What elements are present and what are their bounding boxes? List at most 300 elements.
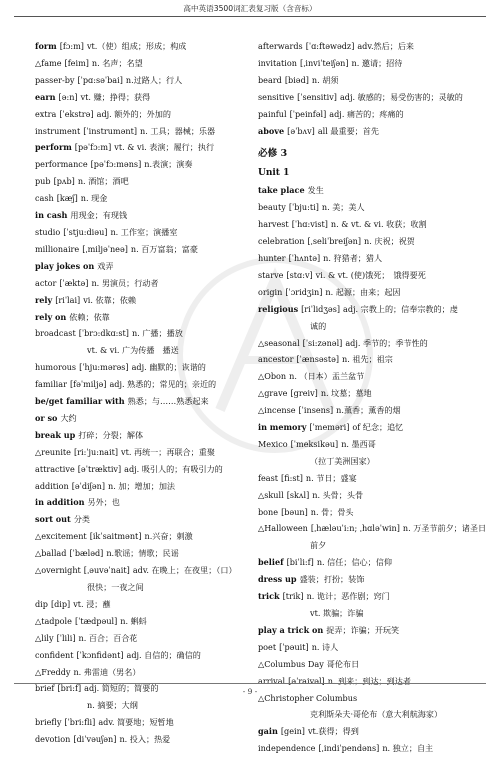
vocab-entry: [35, 89, 267, 106]
phonetic: [kæʃ]: [56, 193, 78, 204]
headword: belief: [258, 557, 284, 568]
headword: broadcast: [35, 328, 76, 339]
vocab-entry: [35, 309, 267, 326]
right-column: [258, 38, 490, 757]
unit-heading: Unit 1: [258, 168, 290, 179]
headword: or so: [35, 412, 58, 423]
headword: dress up: [258, 574, 297, 585]
definition: n. 摘要；大纲: [87, 700, 138, 711]
headword: reunite: [41, 446, 71, 457]
phonetic: [ˌhæləuˈi:n; ˌhɑləˈwin]: [310, 523, 400, 534]
definition: n. 男演员；行动者: [91, 277, 159, 288]
phonetic: [riˈlai]: [55, 294, 81, 305]
triangle-marker: △: [35, 531, 42, 542]
headword: dip: [35, 598, 48, 609]
triangle-marker: △: [35, 57, 42, 68]
definition: 克利斯朵夫·哥伦布（意大利航海家）: [310, 709, 443, 720]
headword: Mexico: [258, 438, 288, 449]
vocab-entry: [258, 267, 490, 284]
phonetic: [ikˈsaitmənt]: [89, 531, 142, 542]
vocab-entry: [258, 520, 490, 537]
definition: n. 名声；名望: [91, 57, 143, 68]
definition: vt. 浸；蘸: [73, 598, 111, 609]
phonetic: [ˈpɑ:səˈbai]: [77, 74, 123, 85]
vocab-entry: [35, 478, 267, 495]
definition: 盛装；打扮；装饰: [299, 574, 365, 585]
vocab-entry: [35, 427, 267, 444]
headword: Christopher Columbus: [264, 692, 358, 703]
phonetic: [ˈhɑ:vist]: [291, 219, 328, 230]
definition: n. 弗雷迪（男名）: [73, 666, 141, 677]
headword: celebration: [258, 236, 305, 247]
definition: n. 蝌蚪: [120, 615, 147, 626]
definition: n.兴奋；刺激: [144, 531, 193, 542]
vocab-entry: [35, 494, 267, 511]
vocab-entry: [35, 410, 267, 427]
headword: studio: [35, 226, 61, 237]
vocab-entry: [258, 55, 490, 72]
vocab-continuation: [35, 697, 267, 714]
definition: adj. 额外的；外加的: [96, 108, 171, 119]
vocab-entry: [258, 470, 490, 487]
triangle-marker: △: [35, 548, 42, 559]
vocab-entry: [35, 275, 267, 292]
definition: of 纪念；追忆: [352, 422, 404, 433]
vocab-entry: [258, 284, 490, 301]
vocab-entry: [35, 596, 267, 613]
vocab-entry: [258, 402, 490, 419]
definition: adj. 简短的；简要的: [84, 683, 159, 694]
vocab-entry: [35, 731, 267, 748]
vocab-entry: [35, 444, 267, 461]
headword: humorous: [35, 362, 77, 373]
vocab-entry: [35, 647, 267, 664]
vocab-entry: [35, 38, 267, 55]
headword: pub: [35, 176, 51, 187]
vocab-entry: [258, 656, 490, 673]
definition: n.薰香；薰香的烟: [336, 405, 401, 416]
phonetic: [ˈhju:mərəs]: [79, 362, 129, 373]
phonetic: [biˈli:f]: [286, 557, 314, 568]
headword: perform: [35, 142, 72, 153]
vocab-entry: [35, 123, 267, 140]
vocab-continuation: [258, 706, 490, 723]
definition: 前夕: [310, 540, 327, 551]
phonetic: [ˈpeinfəl]: [289, 108, 327, 119]
definition: 打碎；分裂；解体: [78, 429, 144, 440]
phonetic: [bəun]: [281, 506, 308, 517]
headword: confident: [35, 649, 74, 660]
definition: 另外；也: [87, 497, 120, 508]
definition: n. 万圣节前夕；诸圣日: [402, 523, 487, 534]
headword: in memory: [258, 422, 307, 433]
headword: play a trick on: [258, 624, 324, 635]
headword: origin: [258, 286, 283, 297]
phonetic: [ˈɔridʒin]: [285, 286, 323, 297]
definition: n. 诗人: [311, 641, 339, 652]
vocab-entry: [35, 207, 267, 224]
vocab-entry: [258, 504, 490, 521]
definition: n. 百万富翁；富豪: [130, 243, 198, 254]
vocab-entry: [258, 436, 490, 453]
vocab-entry: [35, 613, 267, 630]
definition: n. & vt. & vi. 收获；收割: [330, 219, 427, 230]
triangle-marker: △: [258, 489, 265, 500]
definition: adj. 熟悉的；常见的；亲近的: [109, 379, 217, 390]
definition: adv. 在晚上；在夜里；（口）: [132, 565, 237, 576]
header-rule: [14, 16, 486, 17]
vocab-entry: [258, 740, 490, 757]
definition: n. 现金: [80, 193, 108, 204]
headword: fame: [41, 57, 62, 68]
phonetic: [ˌinviˈteiʃən]: [299, 57, 349, 68]
vocab-entry: [35, 528, 267, 545]
vocab-entry: [35, 156, 267, 173]
vocab-entry: [35, 630, 267, 647]
phonetic: [ˈstju:diəu]: [63, 226, 108, 237]
phonetic: [diˈvəuʃən]: [73, 734, 117, 745]
headword: Freddy: [41, 666, 71, 677]
headword: lily: [41, 632, 54, 643]
phonetic: [ˌindiˈpendəns]: [318, 743, 380, 754]
definition: n. 工具；器械；乐器: [140, 125, 216, 136]
vocab-entry: [258, 588, 490, 605]
definition: n. 酒馆；酒吧: [77, 176, 129, 187]
phonetic: [ˈbæləd]: [69, 548, 104, 559]
headword: poet: [258, 641, 277, 652]
vocab-entry: [35, 325, 267, 342]
phonetic: [ˈinsens]: [298, 405, 334, 416]
vocab-entry: [35, 461, 267, 478]
vocab-entry: [258, 182, 490, 199]
vocab-entry: [258, 233, 490, 250]
vocab-continuation: [258, 318, 490, 335]
vocab-entry: [35, 292, 267, 309]
headword: arrival: [258, 675, 286, 686]
triangle-marker: △: [258, 523, 265, 534]
headword: form: [35, 41, 57, 51]
headword: religious: [258, 303, 299, 314]
phonetic: [fəˈmiljə]: [69, 379, 107, 390]
vocab-entry: [35, 359, 267, 376]
definition: vt.获得；得到: [307, 726, 359, 737]
definition: adj. 敏感的；易受伤害的；灵敏的: [339, 91, 463, 102]
triangle-marker: △: [258, 337, 265, 348]
vocab-entry: [258, 301, 490, 318]
triangle-marker: △: [35, 565, 42, 576]
vocab-entry: [258, 250, 490, 267]
definition: vi. & vt. (使)饿死； 饿得要死: [315, 269, 426, 280]
phonetic: [stɑ:v]: [286, 269, 313, 280]
definition: vt. & vi. 表演；履行；执行: [114, 142, 215, 153]
definition: n. 加；增加；加法: [108, 480, 176, 491]
vocab-entry: [258, 72, 490, 89]
vocab-continuation: [35, 579, 267, 596]
phonetic: [dip]: [50, 598, 71, 609]
definition: 哥伦布日: [326, 658, 360, 669]
vocab-entry: [35, 190, 267, 207]
definition: vt.（使）组成；形成；构成: [86, 41, 187, 51]
definition: 熟悉；与……熟悉起来: [127, 396, 209, 407]
headword: afterwards: [258, 41, 303, 51]
phonetic: [pʌb]: [53, 176, 75, 187]
vocab-entry: [35, 376, 267, 393]
definition: n. 投入；热爱: [119, 734, 171, 745]
headword: bone: [258, 506, 279, 517]
headword: actor: [35, 277, 57, 288]
vocab-entry: [258, 571, 490, 588]
phonetic: [biəd]: [284, 74, 309, 85]
headword: millionaire: [35, 243, 80, 254]
headword: attractive: [35, 463, 75, 474]
phonetic: [ˈbrɔ:dkɑ:st]: [78, 328, 129, 339]
phonetic: [ə:n]: [58, 91, 78, 102]
phonetic: [feim]: [64, 57, 89, 68]
headword: trick: [258, 591, 280, 602]
definition: 发生: [307, 185, 324, 196]
vocab-entry: [35, 545, 267, 562]
headword: grave: [264, 388, 288, 399]
vocab-continuation: [258, 453, 490, 470]
phonetic: [ˈmeksikəu]: [290, 438, 339, 449]
headword: hunter: [258, 252, 286, 263]
headword: above: [258, 125, 285, 136]
definition: 很快；一夜之间: [87, 582, 144, 592]
phonetic: [ˈænsəstə]: [296, 354, 340, 365]
vocab-continuation: [35, 342, 267, 359]
phonetic: [əˈbʌv]: [287, 125, 315, 136]
definition: n. 广播；播放: [131, 328, 183, 339]
vocab-entry: [35, 139, 267, 156]
definition: vt. 欺骗；诈骗: [310, 608, 364, 618]
definition: adj. 痛苦的；疼痛的: [329, 108, 404, 119]
phonetic: [ˌmiljəˈneə]: [82, 243, 128, 254]
headword: ancestor: [258, 354, 294, 365]
vocab-entry: [258, 368, 490, 385]
phonetic: [trik]: [282, 591, 304, 602]
phonetic: [greiv]: [290, 388, 318, 399]
headword: play jokes on: [35, 260, 95, 271]
headword: in cash: [35, 210, 68, 221]
definition: n.过路人；行人: [125, 74, 183, 85]
definition: adj. 宗教上的；信奉宗教的；虔: [343, 303, 458, 314]
headword: Columbus Day: [264, 658, 324, 669]
headword: take place: [258, 185, 305, 196]
vocab-entry: [258, 199, 490, 216]
phonetic: [ˈbri:fli]: [64, 717, 96, 728]
definition: n. 独立；自主: [382, 743, 434, 754]
phonetic: [ˈɑ:ftəwədz]: [305, 41, 355, 51]
triangle-marker: △: [258, 388, 265, 399]
vocab-entry: [258, 216, 490, 233]
vocab-continuation: [258, 537, 490, 554]
footer-rule: [14, 683, 486, 684]
definition: n. 头骨；头骨: [312, 489, 364, 500]
phonetic: [ˈbju:ti]: [288, 202, 319, 213]
vocab-entry: [258, 385, 490, 402]
definition: n. （日本）盂兰盆节: [289, 371, 365, 382]
triangle-marker: △: [35, 632, 42, 643]
vocab-entry: [258, 335, 490, 352]
phonetic: [əˈdiʃən]: [71, 480, 106, 491]
phonetic: [ˈlili]: [56, 632, 76, 643]
phonetic: [ˈekstrə]: [59, 108, 94, 119]
triangle-marker: △: [258, 692, 265, 703]
vocab-entry: [35, 714, 267, 731]
vocab-entry: [258, 419, 490, 436]
definition: n.歌谣；情歌；民谣: [106, 548, 179, 559]
vocab-entry: [35, 224, 267, 241]
triangle-marker: △: [258, 405, 265, 416]
headword: invitation: [258, 57, 297, 68]
definition: all 最重要；首先: [317, 125, 379, 136]
headword: harvest: [258, 219, 289, 230]
vocab-entry: [258, 554, 490, 571]
vocab-entry: [35, 511, 267, 528]
definition: n. 美；美人: [321, 202, 365, 213]
phonetic: [bri:f]: [57, 683, 82, 694]
triangle-marker: △: [35, 446, 42, 457]
vocab-entry: [35, 55, 267, 72]
definition: 用现金；有现钱: [70, 210, 128, 221]
definition: n. 邀请；招待: [351, 57, 403, 68]
headword: brief: [35, 683, 55, 694]
triangle-marker: △: [258, 658, 265, 669]
headword: break up: [35, 429, 76, 440]
vocab-entry: [258, 723, 490, 740]
vocab-entry: [35, 393, 267, 410]
definition: adv. 简要地；短暂地: [98, 717, 174, 728]
headword: overnight: [41, 565, 81, 576]
headword: performance: [35, 159, 88, 170]
vocab-entry: [258, 106, 490, 123]
headword: extra: [35, 108, 57, 119]
headword: feast: [258, 472, 279, 483]
definition: （拉丁美洲国家）: [310, 455, 375, 466]
definition: 诚的: [310, 320, 327, 331]
headword: ballad: [41, 548, 67, 559]
definition: 分类: [73, 514, 91, 525]
definition: adj. 幽默的；诙谐的: [131, 362, 206, 373]
definition: adj. 自信的；确信的: [126, 649, 201, 660]
vocab-entry: [258, 639, 490, 656]
left-column: [35, 38, 267, 748]
headword: sort out: [35, 514, 71, 525]
headword: briefly: [35, 717, 62, 728]
vocab-entry: [258, 123, 490, 140]
phonetic: [riˈlidʒəs]: [301, 303, 341, 314]
headword: addition: [35, 480, 69, 491]
vocab-entry: [35, 72, 267, 89]
definition: adj. 季节的；季节性的: [345, 337, 428, 348]
definition: n. 到来；到达；到达者: [327, 675, 411, 686]
definition: n. 坟墓；墓地: [320, 388, 372, 399]
headword: skull: [264, 489, 284, 500]
headword: tadpole: [41, 615, 72, 626]
vocab-entry: [35, 562, 267, 579]
headword: devotion: [35, 734, 71, 745]
phonetic: [əˈtræktiv]: [77, 463, 122, 474]
headword: sensitive: [258, 91, 295, 102]
definition: n. 庆祝；祝贺: [364, 236, 415, 247]
definition: n. 胡须: [311, 74, 339, 85]
vocab-entry: [35, 258, 267, 275]
headword: instrument: [35, 125, 81, 136]
headword: Halloween: [264, 523, 308, 534]
vocab-entry: [35, 241, 267, 258]
vocab-entry: [35, 664, 267, 681]
headword: earn: [35, 91, 56, 102]
phonetic: [skʌl]: [286, 489, 310, 500]
vocab-entry: [258, 38, 490, 55]
phonetic: [ˌəuvəˈnait]: [83, 565, 130, 576]
headword: painful: [258, 108, 287, 119]
phonetic: [pəˈfɔ:məns]: [90, 159, 142, 170]
headword: beard: [258, 74, 282, 85]
headword: independence: [258, 743, 316, 754]
phonetic: [ˈkɔnfidənt]: [76, 649, 124, 660]
phonetic: [gein]: [280, 726, 305, 737]
phonetic: [ˈpəuit]: [279, 641, 309, 652]
headword: Obon: [264, 371, 287, 382]
vocab-entry: [258, 487, 490, 504]
vocab-entry: [35, 173, 267, 190]
phonetic: [ˈæktə]: [59, 277, 89, 288]
definition: vi. 依靠；依赖: [83, 294, 136, 305]
definition: adj. 吸引人的；有吸引力的: [124, 463, 223, 474]
definition: n. 骨；骨头: [310, 506, 354, 517]
phonetic: [ˈmeməri]: [309, 422, 350, 433]
phonetic: [ˈsi:zənəl]: [302, 337, 343, 348]
headword: be/get familiar with: [35, 396, 125, 407]
definition: n. 百合；百合花: [78, 632, 138, 643]
phonetic: [ri:ˈju:nait]: [73, 446, 119, 457]
definition: n. 墨西哥: [341, 438, 376, 449]
headword: passer-by: [35, 74, 75, 85]
definition: 依赖；依靠: [69, 311, 110, 322]
vocab-entry: [258, 89, 490, 106]
phonetic: [ˈhʌntə]: [288, 252, 321, 263]
headword: rely on: [35, 311, 67, 322]
triangle-marker: △: [35, 666, 42, 677]
phonetic: [ˈsensitiv]: [297, 91, 337, 102]
phonetic: [fi:st]: [281, 472, 303, 483]
vocab-entry: [258, 622, 490, 639]
section-heading: 必修 3: [258, 148, 288, 160]
definition: 戏弄: [97, 260, 114, 271]
page-number: - 9 -: [242, 687, 258, 696]
triangle-marker: △: [258, 371, 265, 382]
headword: seasonal: [264, 337, 300, 348]
definition: vt. 再统一；再联合；重聚: [121, 446, 215, 457]
headword: gain: [258, 726, 278, 737]
definition: 捉弄；诈骗；开玩笑: [326, 624, 400, 635]
headword: beauty: [258, 202, 286, 213]
headword: cash: [35, 193, 54, 204]
definition: vt. & vi. 广为传播 播送: [87, 345, 179, 356]
phonetic: [əˈraivəl]: [288, 675, 325, 686]
definition: n. 诡计；恶作剧；窍门: [306, 591, 390, 602]
definition: n. 工作室；演播室: [110, 226, 178, 237]
headword: incense: [264, 405, 296, 416]
vocab-entry: [258, 351, 490, 368]
definition: n. 信任；信心；信仰: [316, 557, 392, 568]
definition: vt. 赚；挣得；获得: [80, 91, 151, 102]
page-header: 高中英语3500词汇表复习版（含音标）: [183, 4, 317, 13]
phonetic: [pəˈfɔ:m]: [74, 142, 112, 153]
definition: n. 节日；盛宴: [305, 472, 357, 483]
definition: n. 祖先；祖宗: [342, 354, 393, 365]
